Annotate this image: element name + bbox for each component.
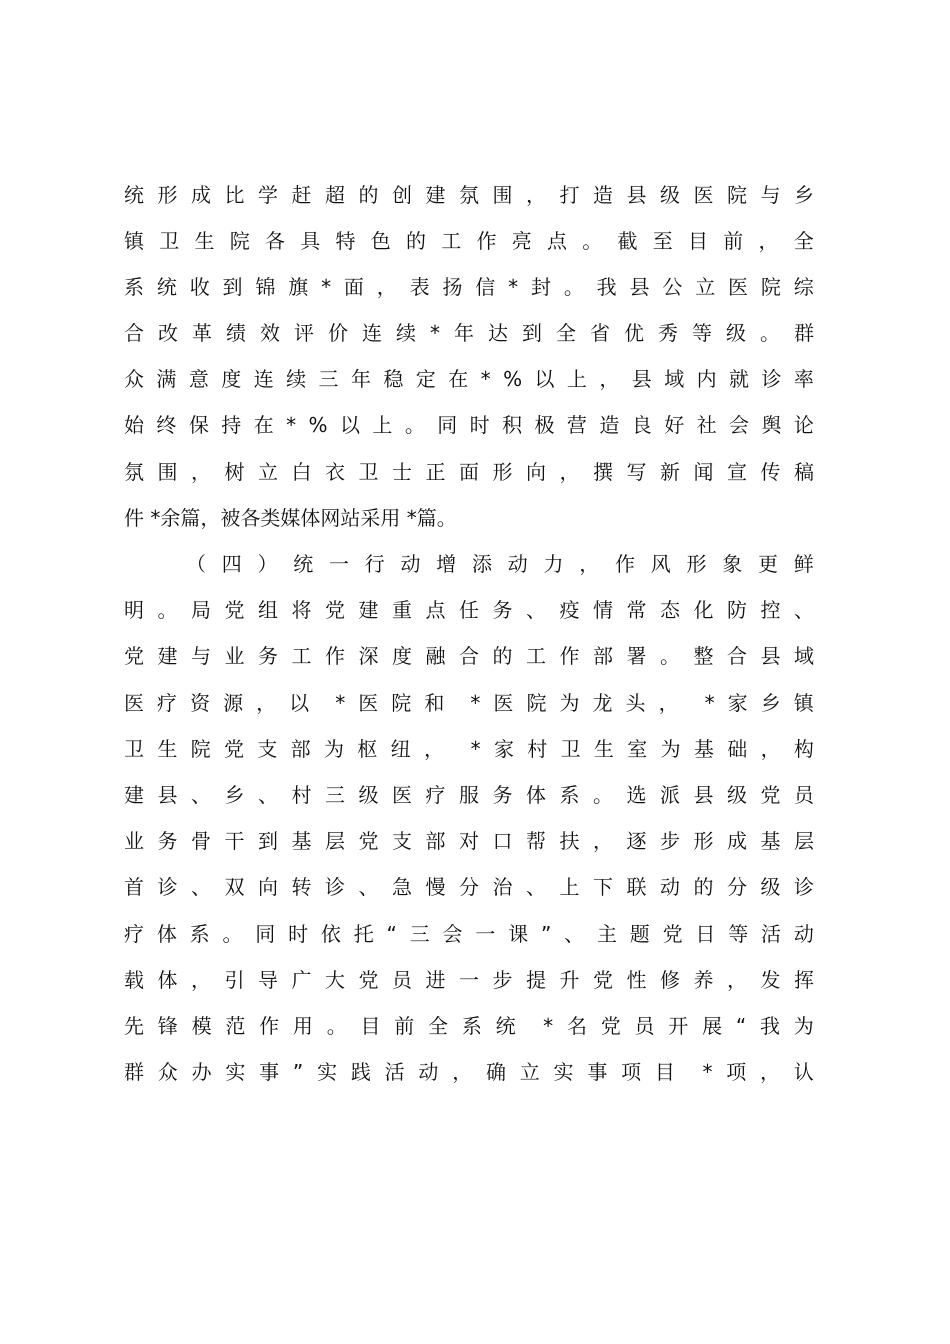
text-line-2: 镇 卫 生 院 各 具 特 色 的 工 作 亮 点 。 截 至 目 前 ， 全 — [124, 229, 814, 253]
text-line-1: 统 形 成 比 学 赶 超 的 创 建 氛 围 ， 打 造 县 级 医 院 与 乡 — [124, 183, 814, 207]
text-line-16: 首 诊 、 双 向 转 诊 、 急 慢 分 治 、 上 下 联 动 的 分 级 诊 — [124, 875, 814, 899]
text-line-18: 载 体 ， 引 导 广 大 党 员 进 一 步 提 升 党 性 修 养 ， 发 挥 — [124, 968, 814, 992]
text-line-12: 医 疗 资 源 ， 以 * 医 院 和 * 医 院 为 龙 头 ， * 家 乡 镇 — [124, 691, 814, 715]
text-line-17: 疗 体 系 。 同 时 依 托 “ 三 会 一 课 ” 、 主 题 党 日 等 活 动 — [124, 922, 814, 946]
text-line-5: 众 满 意 度 连 续 三 年 稳 定 在 * % 以 上 ， 县 域 内 就 诊 率 — [124, 367, 814, 391]
text-line-11: 党 建 与 业 务 工 作 深 度 融 合 的 工 作 部 署 。 整 合 县 域 — [124, 644, 814, 668]
text-line-6: 始 终 保 持 在 * % 以 上 。 同 时 积 极 营 造 良 好 社 会 舆 论 — [124, 413, 814, 437]
text-line-14: 建 县 、 乡 、 村 三 级 医 疗 服 务 体 系 。 选 派 县 级 党 员 — [124, 783, 814, 807]
text-line-9: （ 四 ） 统 一 行 动 增 添 动 力 ， 作 风 形 象 更 鲜 — [186, 552, 814, 576]
text-line-19: 先 锋 模 范 作 用 。 目 前 全 系 统 * 名 党 员 开 展 “ 我 为 — [124, 1014, 814, 1038]
text-line-4: 合 改 革 绩 效 评 价 连 续 * 年 达 到 全 省 优 秀 等 级 。 群 — [124, 321, 814, 345]
text-line-20: 群 众 办 实 事 ” 实 践 活 动 ， 确 立 实 事 项 目 * 项 ， 认 — [124, 1060, 814, 1084]
text-line-13: 卫 生 院 党 支 部 为 枢 纽 ， * 家 村 卫 生 室 为 基 础 ， 构 — [124, 737, 814, 761]
text-line-8: 件 *余篇，被各类媒体网站采用 *篇。 — [124, 506, 457, 530]
text-line-7: 氛 围 ， 树 立 白 衣 卫 士 正 面 形 向 ， 撰 写 新 闻 宣 传 稿 — [124, 460, 814, 484]
text-line-10: 明 。 局 党 组 将 党 建 重 点 任 务 、 疫 情 常 态 化 防 控 、 — [124, 598, 814, 622]
text-line-15: 业 务 骨 干 到 基 层 党 支 部 对 口 帮 扶 ， 逐 步 形 成 基 层 — [124, 829, 814, 853]
text-line-3: 系 统 收 到 锦 旗 * 面 ， 表 扬 信 * 封 。 我 县 公 立 医 院 综 — [124, 275, 814, 299]
